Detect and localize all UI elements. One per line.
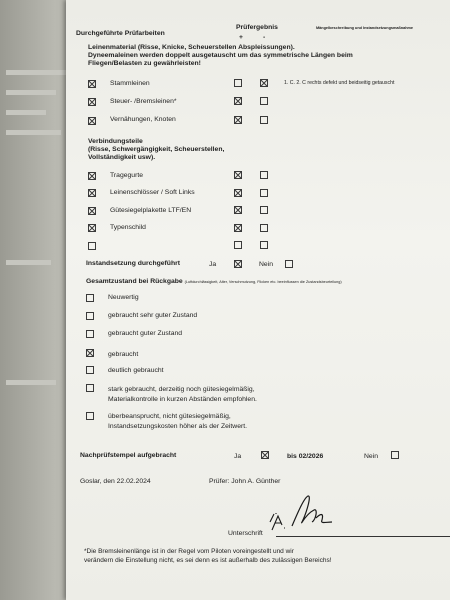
verbindung-result-plus-checkbox[interactable] [234, 171, 242, 179]
gesamtzustand-subtitle: (Luftdurchlässigkeit, Alter, Verschmutzung, Flicken etc. beeinflussen die Zustandsbeurteilung) [184, 280, 342, 284]
leinen-item-checkbox[interactable] [88, 117, 96, 125]
verbindung-result-minus-checkbox[interactable] [260, 171, 268, 179]
leinen-result-minus-checkbox[interactable] [260, 79, 268, 87]
nachpruef-nein-label: Nein [364, 453, 378, 460]
condition-label-line2: Materialkontrolle in kurzen Abständen empfohlen. [108, 396, 257, 403]
signature-image [262, 492, 352, 536]
leinen-item-note: 1. C. 2. C rechts defekt und beidseitig getauscht [284, 80, 395, 86]
verbindung-title-1: Verbindungsteile [88, 138, 143, 145]
instandsetzung-ja-label: Ja [209, 261, 217, 268]
verbindung-item-label: Tragegurte [110, 172, 143, 179]
leinen-title-1: Leinenmaterial (Risse, Knicke, Scheuerstellen Abspleissungen). [88, 44, 295, 51]
verbindung-item-checkbox[interactable] [88, 224, 96, 232]
condition-label: gebraucht sehr guter Zustand [108, 312, 198, 319]
verbindung-title-3: Vollständigkeit usw). [88, 154, 156, 161]
verbindung-result-minus-checkbox[interactable] [260, 206, 268, 214]
verbindung-result-minus-checkbox[interactable] [260, 189, 268, 197]
leinen-result-minus-checkbox[interactable] [260, 116, 268, 124]
background-text-line [6, 130, 61, 135]
leinen-title-2: Dyneemaleinen werden doppelt ausgetauscht um das symmetrische Längen beim [88, 52, 353, 59]
background-text-line [6, 70, 66, 75]
condition-checkbox[interactable] [86, 294, 94, 302]
header-plus: + [239, 34, 243, 41]
place-date: Goslar, den 22.02.2024 [80, 478, 151, 485]
verbindung-item-checkbox[interactable] [88, 207, 96, 215]
leinen-result-plus-checkbox[interactable] [234, 97, 242, 105]
background-text-line [6, 260, 51, 265]
verbindung-item-label: Typenschild [110, 224, 146, 231]
header-col-notes: Mängelbeschreibung und Instandsetzungsmaßnahme [316, 26, 414, 30]
pruefer-name: Prüfer: John A. Günther [209, 478, 281, 485]
leinen-item-checkbox[interactable] [88, 80, 96, 88]
gesamtzustand-title-text: Gesamtzustand bei Rückgabe [86, 278, 183, 285]
form-page [66, 0, 450, 600]
footnote-line1: *Die Bremsleinenlänge ist in der Regel vom Piloten voreingestellt und wir [84, 548, 294, 555]
footnote-line2: verändern die Einstellung nicht, es sei denn es ist außerhalb des zulässigen Bereichs! [84, 557, 332, 564]
instandsetzung-nein-checkbox[interactable] [285, 260, 293, 268]
leinen-item-label: Stammleinen [110, 80, 150, 87]
nachpruef-label: Nachprüfstempel aufgebracht [80, 452, 177, 459]
verbindung-title-2: (Risse, Schwergängigkeit, Scheuerstellen, [88, 146, 225, 153]
instandsetzung-nein-label: Nein [259, 261, 273, 268]
leinen-item-label: Steuer- /Bremsleinen* [110, 98, 177, 105]
condition-checkbox[interactable] [86, 412, 94, 420]
condition-checkbox[interactable] [86, 384, 94, 392]
verbindung-item-checkbox[interactable] [88, 242, 96, 250]
leinen-item-checkbox[interactable] [88, 98, 96, 106]
nachpruef-ja-checkbox[interactable] [261, 451, 269, 459]
background-text-line [6, 380, 56, 385]
condition-label: gebraucht guter Zustand [108, 330, 183, 337]
verbindung-result-plus-checkbox[interactable] [234, 189, 242, 197]
verbindung-result-plus-checkbox[interactable] [234, 206, 242, 214]
verbindung-item-checkbox[interactable] [88, 189, 96, 197]
header-minus: - [263, 34, 266, 41]
condition-label-line2: Instandsetzungskosten höher als der Zeitwert. [108, 423, 248, 430]
condition-label: deutlich gebraucht [108, 367, 164, 374]
condition-checkbox[interactable] [86, 349, 94, 357]
verbindung-result-minus-checkbox[interactable] [260, 241, 268, 249]
condition-label: Neuwertig [108, 294, 139, 301]
signature-line [276, 536, 450, 537]
verbindung-item-checkbox[interactable] [88, 172, 96, 180]
nachpruef-ja-label: Ja [234, 453, 242, 460]
header-col-result: Prüfergebnis [236, 24, 278, 31]
verbindung-result-plus-checkbox[interactable] [234, 224, 242, 232]
condition-label: gebraucht [108, 351, 139, 358]
background-text-line [6, 110, 46, 115]
gesamtzustand-title [86, 278, 342, 286]
leinen-result-plus-checkbox[interactable] [234, 79, 242, 87]
instandsetzung-label: Instandsetzung durchgeführt [86, 260, 181, 267]
background-text-line [6, 90, 56, 95]
nachpruef-bis: bis 02/2026 [287, 453, 324, 460]
condition-checkbox[interactable] [86, 330, 94, 338]
condition-checkbox[interactable] [86, 366, 94, 374]
verbindung-item-label: Gütesiegelplakette LTF/EN [110, 207, 192, 214]
leinen-result-plus-checkbox[interactable] [234, 116, 242, 124]
condition-label-line1: stark gebraucht, derzeitig noch gütesiegelmäßig, [108, 386, 255, 393]
instandsetzung-ja-checkbox[interactable] [234, 260, 242, 268]
verbindung-result-plus-checkbox[interactable] [234, 241, 242, 249]
verbindung-item-label: Leinenschlösser / Soft Links [110, 189, 195, 196]
signature-label: Unterschrift [228, 530, 263, 537]
leinen-result-minus-checkbox[interactable] [260, 97, 268, 105]
verbindung-result-minus-checkbox[interactable] [260, 224, 268, 232]
condition-label-line1: überbeansprucht, nicht gütesiegelmäßig, [108, 413, 231, 420]
nachpruef-nein-checkbox[interactable] [391, 451, 399, 459]
leinen-item-label: Vernähungen, Knoten [110, 116, 176, 123]
header-col-work: Durchgeführte Prüfarbeiten [76, 30, 165, 37]
condition-checkbox[interactable] [86, 312, 94, 320]
leinen-title-3: Fliegen/Belasten zu gewährleisten! [88, 60, 201, 67]
